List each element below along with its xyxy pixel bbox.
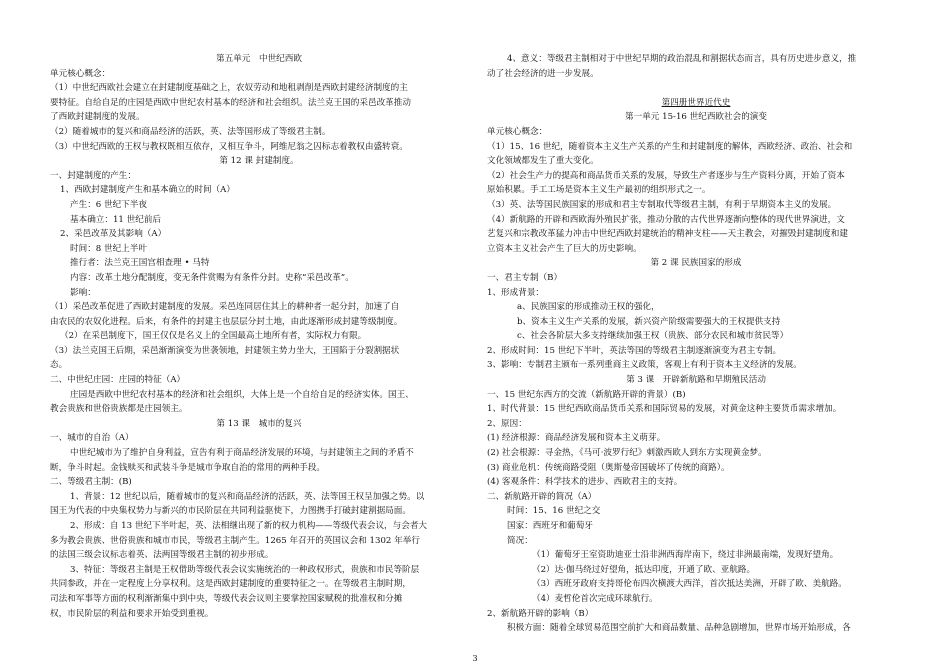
text-line: 原始积累。手工工场是资本主义生产最初的组织形式之一。 <box>487 185 711 196</box>
text-line: 3、影响：专制君主颁布一系列重商主义政策，客观上有利于资本主义经济的发展。 <box>487 360 802 371</box>
text-line: 内容：改革土地分配制度，变无条件赏赐为有条件分封。史称“采邑改革”。 <box>70 272 354 283</box>
left-column <box>50 52 468 621</box>
text-line: （3）英、法等国民族国家的形成和君主专制取代等级君主制，有利于早期资本主义的发展。 <box>487 199 837 210</box>
text-line: 1、形成背景： <box>487 287 545 298</box>
text-line: （4）麦哲伦首次完成环球航行。 <box>532 593 658 604</box>
text-line <box>487 81 905 96</box>
text-line: 权，市民阶层的利益和要求开始受到重视。 <box>50 608 214 619</box>
text-line: 1、背景：12 世纪以后，随着城市的复兴和商品经济的活跃，英、法等国王权呈加强之势。以 <box>70 491 425 502</box>
text-line: 国家：西班牙和葡萄牙 <box>507 521 593 531</box>
text-line: 立资本主义社会产生了巨大的历史影响。 <box>487 243 642 254</box>
text-line: 第一单元 15-16 世纪西欧社会的演变 <box>625 112 767 123</box>
text-line: （2）在采邑制度下，国王仅仅是名义上的全国最高土地所有者，实际权力有限。 <box>60 331 367 342</box>
text-line: 简况： <box>507 535 533 546</box>
text-line: 2、新航路开辟的影响（B） <box>487 608 594 619</box>
text-line: 推行者：法兰克王国宫相查理 • 马特 <box>70 258 210 269</box>
text-line: 2、原因： <box>487 418 527 429</box>
text-line: 第五单元 中世纪西欧 <box>216 54 302 64</box>
right-column <box>487 52 905 636</box>
text-line: （2）达·伽马绕过好望角，抵达印度，开通了欧、亚航路。 <box>532 564 756 575</box>
text-line: 2、形成：自 13 世纪下半叶起，英、法相继出现了新的权力机构——等级代表会议，与会者大 <box>70 521 428 531</box>
text-line: 多为教会贵族、世俗贵族和城市市民，等级君主制产生。1265 年召开的英国议会和 1302 年举行 <box>50 535 420 546</box>
text-line: 第 3 课 开辟新航路和早期殖民活动 <box>626 375 766 386</box>
text-line: (1) 经济根源：商品经济发展和资本主义萌芽。 <box>487 433 666 444</box>
text-line: （1）中世纪西欧社会建立在封建制度基础之上，农奴劳动和地租剥削是西欧封建经济制度的主 <box>50 83 408 94</box>
text-line: (4) 客观条件：科学技术的进步、西欧君主的支持。 <box>487 477 683 488</box>
text-line: 艺复兴和宗教改革猛力冲击中世纪西欧封建统治的精神支柱——天主教会，对摧毁封建制度和建 <box>487 229 848 240</box>
text-line: 的法国三级会议标志着英、法两国等级君主制的初步形成。 <box>50 550 274 561</box>
text-line: 一、封建制度的产生： <box>50 170 136 181</box>
text-line: （2）随着城市的复兴和商品经济的活跃，英、法等国形成了等级君主制。 <box>50 126 331 137</box>
text-line: 影响： <box>70 287 96 298</box>
text-line: 4、意义：等级君主制相对于中世纪早期的政治混乱和割据状态而言，具有历史进步意义，推 <box>507 54 857 64</box>
text-line: （1）采邑改革促进了西欧封建制度的发展。采邑连同居住其上的耕种者一起分封，加速了自 <box>50 302 400 313</box>
text-line: 第 13 课 城市的复兴 <box>216 418 302 429</box>
text-line: （2）社会生产力的提高和商品货币关系的发展，导致生产者逐步与生产资料分离，开始了资本 <box>487 170 845 181</box>
text-line: 第 2 课 民族国家的形成 <box>650 258 742 269</box>
text-line: 第 12 课 封建制度。 <box>219 156 299 167</box>
text-line: 断，争斗时起。金钱赎买和武装斗争是城市争取自治的常用的两种手段。 <box>50 462 326 473</box>
text-line: 教会贵族和世俗贵族都是庄园领主。 <box>50 404 188 415</box>
text-line: 中世纪城市为了维护自身利益，宣告有利于商品经济发展的环境，与封建领主之间的矛盾不 <box>70 448 414 459</box>
text-line: （4）新航路的开辟和西欧海外殖民扩张，推动分散的古代世界逐渐向整体的现代世界演进，文 <box>487 214 845 225</box>
text-line: 2、形成时间：15 世纪下半叶，英法等国的等级君主制逐渐演变为君主专制。 <box>487 345 782 356</box>
text-line: 由农民的农奴化进程。后来，有条件的封建主也层层分封土地，由此逐渐形成封建等级制度。 <box>50 316 403 327</box>
text-line: 基本确立：11 世纪前后 <box>70 214 162 225</box>
text-line: 二、中世纪庄园：庄园的特征（A） <box>50 375 186 386</box>
text-line: 动了社会经济的进一步发展。 <box>487 68 599 79</box>
text-line: 1、时代背景：15 世纪西欧商品货币关系和国际贸易的发展，对黄金这种主要货币需求增加。 <box>487 404 842 415</box>
text-line: 二、新航路开辟的简况（A） <box>487 491 597 502</box>
text-line: 时间：15、16 世纪之交 <box>507 506 601 517</box>
text-line: 2、采邑改革及其影响（A） <box>60 229 167 240</box>
text-line: 单元核心概念： <box>50 68 111 79</box>
page-number: 3 <box>472 654 478 663</box>
text-line: 共同参政，并在一定程度上分享权利。这是西欧封建制度的重要特征之一。在等级君主制时期， <box>50 579 411 590</box>
text-line: 要特征。自给自足的庄园是西欧中世纪农村基本的经济和社会组织。法兰克王国的采邑改革推动 <box>50 97 411 108</box>
text-line: 一、15 世纪东西方的交流（新航路开辟的背景）(B) <box>487 389 686 400</box>
text-line: c、社会各阶层大多支持继续加强王权（贵族、部分农民和城市贫民等） <box>517 331 789 342</box>
text-line: 单元核心概念： <box>487 126 548 137</box>
text-line: 司法和军事等方面的权利渐渐集中到中央，等级代表会议则主要掌控国家赋税的批准权和分摊 <box>50 593 403 604</box>
text-line: （1）15、16 世纪，随着资本主义生产关系的产生和封建制度的解体，西欧经济、政治、社会和 <box>487 141 853 152</box>
text-line: (3) 商业危机：传统商路受阻（奥斯曼帝国破坏了传统的商路）。 <box>487 462 730 473</box>
text-line: （3）法兰克国王后期，采邑渐渐演变为世袭领地，封建领主势力坐大，王国陷于分裂割据状 <box>50 345 400 356</box>
text-line: 国王为代表的中央集权势力与新兴的市民阶层在共同利益驱使下，力图携手打破封建割据局面。 <box>50 506 411 517</box>
text-line: 3、特征：等级君主制是王权借助等级代表会议实施统治的一种政权形式，贵族和市民等阶层 <box>70 564 420 575</box>
text-line: 态。 <box>50 360 68 371</box>
text-line: 产生：6 世纪下半夜 <box>70 199 147 210</box>
text-line: (2) 社会根源：寻金热，《马可·波罗行纪》刺激西欧人到东方实现黄金梦。 <box>487 448 767 459</box>
text-line: 时间：8 世纪上半叶 <box>70 243 147 254</box>
text-line: 二、等级君主制：(B) <box>50 477 132 488</box>
text-line: 了西欧封建制度的发展。 <box>50 112 145 123</box>
text-line: 一、城市的自治（A） <box>50 433 134 444</box>
text-line: 一、君主专制（B） <box>487 272 563 283</box>
text-line: （3）中世纪西欧的王权与教权既相互依存，又相互争斗，阿维尼翁之囚标志着教权由盛转衰。 <box>50 141 408 152</box>
text-line: 1、西欧封建制度产生和基本确立的时间（A） <box>60 185 235 196</box>
text-line: 文化领域都发生了重大变化。 <box>487 156 599 167</box>
text-line: （1）葡萄牙王室资助迪亚士沿非洲西海岸南下，绕过非洲最南端，发现好望角。 <box>532 550 839 561</box>
text-line: b、资本主义生产关系的发展，新兴资产阶级需要强大的王权提供支持 <box>517 316 781 327</box>
text-line: （3）西班牙政府支持哥伦布四次横渡大西洋，首次抵达美洲，开辟了欧、美航路。 <box>532 579 847 590</box>
text-line: 积极方面：随着全球贸易范围空前扩大和商品数量、品种急剧增加，世界市场开始形成，各 <box>507 623 851 634</box>
text-line: 庄园是西欧中世纪农村基本的经济和社会组织，大体上是一个自给自足的经济实体。国王、 <box>70 389 414 400</box>
text-line: a、民族国家的形成推动王权的强化， <box>517 302 660 313</box>
text-line: 第四册世界近代史 <box>661 97 731 108</box>
